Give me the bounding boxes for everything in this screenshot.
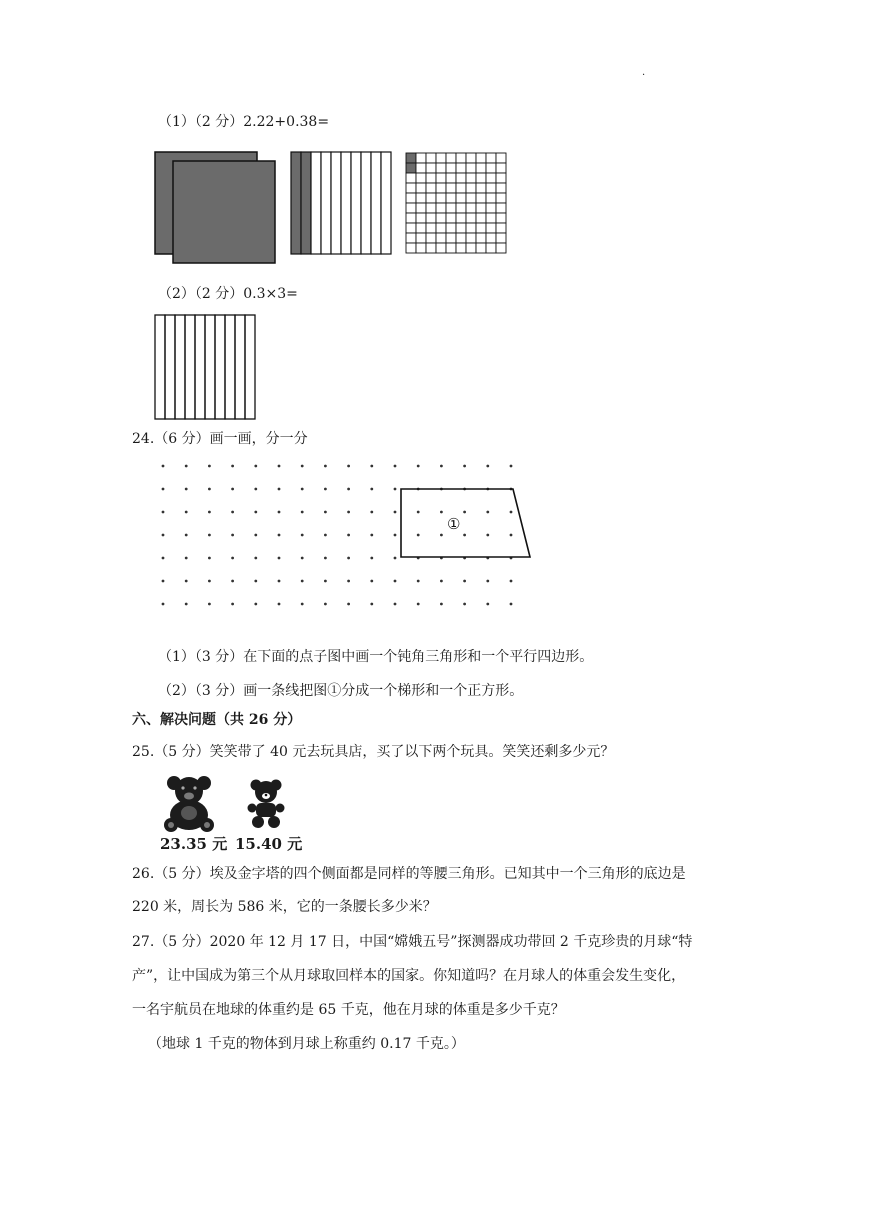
hundredth-cell <box>416 153 426 163</box>
hundredth-cell <box>426 163 436 173</box>
grid-dot <box>486 580 489 583</box>
dot-grid <box>150 456 570 641</box>
grid-dot <box>162 557 165 560</box>
hundredth-cell <box>416 233 426 243</box>
grid-dot <box>463 511 466 514</box>
grid-dot <box>278 511 281 514</box>
hundredth-cell <box>436 193 446 203</box>
hundredth-cell <box>446 173 456 183</box>
grid-dot <box>208 603 211 606</box>
hundredth-cell <box>416 163 426 173</box>
grid-dot <box>417 534 420 537</box>
hundredth-cell <box>466 203 476 213</box>
tenth-strip <box>215 315 225 419</box>
hundredth-cell <box>456 193 466 203</box>
hundredth-cell <box>406 203 416 213</box>
hundredth-cell <box>436 233 446 243</box>
hundredth-cell <box>496 193 506 203</box>
grid-dot <box>301 511 304 514</box>
grid-dot <box>394 465 397 468</box>
hundredth-cell <box>406 213 416 223</box>
hundredth-cell <box>476 213 486 223</box>
hundredth-cell <box>456 233 466 243</box>
grid-dot <box>370 534 373 537</box>
hundredth-cell <box>476 243 486 253</box>
hundredth-cell <box>436 223 446 233</box>
tenth-strip <box>341 152 351 254</box>
hundredth-cell <box>496 213 506 223</box>
hundredth-cell <box>406 153 416 163</box>
toy-price-2: 15.40 元 <box>235 835 303 853</box>
hundredth-cell <box>456 213 466 223</box>
hundredth-cell <box>486 153 496 163</box>
hundredth-cell <box>426 233 436 243</box>
hundredth-cell <box>426 243 436 253</box>
hundredth-cell <box>416 173 426 183</box>
grid-dot <box>463 580 466 583</box>
q23-part1: （1）（2 分）2.22+0.38= <box>158 114 330 130</box>
grid-dot <box>417 580 420 583</box>
hundredth-cell <box>446 183 456 193</box>
tenth-strip <box>301 152 311 254</box>
figure-1-trapezoid <box>401 489 530 557</box>
hundredth-cell <box>496 153 506 163</box>
grid-dot <box>347 580 350 583</box>
grid-dot <box>486 534 489 537</box>
grid-dot <box>394 557 397 560</box>
grid-dot <box>162 603 165 606</box>
grid-dot <box>370 465 373 468</box>
hundredth-cell <box>496 203 506 213</box>
grid-dot <box>347 557 350 560</box>
hundredth-cell <box>456 203 466 213</box>
tenth-strip <box>381 152 391 254</box>
grid-dot <box>301 580 304 583</box>
grid-dot <box>510 603 513 606</box>
q25-text: 25.（5 分）笑笑带了 40 元去玩具店，买了以下两个玩具。笑笑还剩多少元？ <box>132 744 615 760</box>
grid-dot <box>231 557 234 560</box>
hundredth-cell <box>436 173 446 183</box>
hundredth-cell <box>466 173 476 183</box>
grid-dot <box>231 534 234 537</box>
grid-dot <box>463 534 466 537</box>
hundredth-cell <box>436 213 446 223</box>
grid-dot <box>440 534 443 537</box>
hundredth-cell <box>476 153 486 163</box>
hundredth-cell <box>426 193 436 203</box>
grid-dot <box>486 511 489 514</box>
grid-dot <box>301 488 304 491</box>
tenth-strip <box>291 152 301 254</box>
hundredth-cell <box>466 193 476 203</box>
tenth-strip <box>311 152 321 254</box>
grid-dot <box>486 603 489 606</box>
hundredth-cell <box>486 213 496 223</box>
hundredth-cell <box>436 183 446 193</box>
hundredth-cell <box>406 223 416 233</box>
hundredth-cell <box>456 163 466 173</box>
grid-dot <box>301 465 304 468</box>
hundredth-cell <box>466 213 476 223</box>
grid-dot <box>463 603 466 606</box>
hundredth-cell <box>456 173 466 183</box>
hundredth-cell <box>416 213 426 223</box>
grid-dot <box>463 465 466 468</box>
q23-part2: （2）（2 分）0.3×3= <box>158 286 298 302</box>
toy-price-1: 23.35 元 <box>160 835 228 853</box>
grid-dot <box>417 603 420 606</box>
grid-dot <box>208 511 211 514</box>
grid-dot <box>301 557 304 560</box>
grid-dot <box>347 534 350 537</box>
hundredth-cell <box>426 213 436 223</box>
hundredth-cell <box>416 223 426 233</box>
hundredth-cell <box>466 153 476 163</box>
hundredth-cell <box>406 173 416 183</box>
grid-dot <box>394 534 397 537</box>
grid-dot <box>370 580 373 583</box>
q27-note: （地球 1 千克的物体到月球上称重约 0.17 千克。） <box>148 1036 465 1052</box>
hundredth-cell <box>466 183 476 193</box>
decimal-model-2-22 <box>150 148 520 268</box>
grid-dot <box>417 465 420 468</box>
grid-dot <box>347 511 350 514</box>
grid-dot <box>185 580 188 583</box>
grid-dot <box>370 488 373 491</box>
grid-dot <box>510 511 513 514</box>
tenth-strip <box>351 152 361 254</box>
q26-line2: 220 米，周长为 586 米，它的一条腰长多少米？ <box>132 899 437 915</box>
grid-dot <box>254 511 257 514</box>
hundredth-cell <box>486 203 496 213</box>
grid-dot <box>185 534 188 537</box>
q26-line1: 26.（5 分）埃及金字塔的四个侧面都是同样的等腰三角形。已知其中一个三角形的底边是 <box>132 866 686 882</box>
decimal-model-0-3x3 <box>150 311 260 423</box>
q27-line1: 27.（5 分）2020 年 12 月 17 日，中国“嫦娥五号”探测器成功带回 2 千克珍贵的月球“特 <box>132 934 693 950</box>
grid-dot <box>324 580 327 583</box>
q24-part2: （2）（3 分）画一条线把图①分成一个梯形和一个正方形。 <box>158 683 524 699</box>
hundredth-cell <box>456 183 466 193</box>
grid-dot <box>440 603 443 606</box>
grid-dot <box>440 580 443 583</box>
hundredth-cell <box>476 233 486 243</box>
q27-line3: 一名宇航员在地球的体重约是 65 千克，他在月球的体重是多少千克？ <box>132 1002 565 1018</box>
hundredth-cell <box>436 153 446 163</box>
tenth-strip <box>321 152 331 254</box>
hundredth-cell <box>416 193 426 203</box>
grid-dot <box>324 557 327 560</box>
grid-dot <box>185 488 188 491</box>
hundredth-cell <box>496 223 506 233</box>
hundredth-cell <box>406 233 416 243</box>
q27-line2: 产”，让中国成为第三个从月球取回样本的国家。你知道吗？在月球人的体重会发生变化， <box>132 968 686 984</box>
grid-dot <box>440 511 443 514</box>
hundredth-cell <box>406 243 416 253</box>
grid-dot <box>185 557 188 560</box>
grid-dot <box>231 580 234 583</box>
grid-dot <box>301 534 304 537</box>
hundredth-cell <box>456 243 466 253</box>
hundredth-cell <box>446 233 456 243</box>
hundredth-cell <box>456 223 466 233</box>
hundredth-cell <box>496 183 506 193</box>
hundredth-cell <box>496 233 506 243</box>
grid-dot <box>278 488 281 491</box>
q24-title: 24.（6 分）画一画，分一分 <box>132 431 308 447</box>
grid-dot <box>185 511 188 514</box>
grid-dot <box>417 511 420 514</box>
tenth-strip <box>225 315 235 419</box>
tenth-strip <box>175 315 185 419</box>
grid-dot <box>162 511 165 514</box>
grid-dot <box>231 488 234 491</box>
hundredth-cell <box>466 223 476 233</box>
hundredth-cell <box>486 163 496 173</box>
hundredth-cell <box>416 183 426 193</box>
grid-dot <box>254 488 257 491</box>
tenth-strip <box>205 315 215 419</box>
hundredth-cell <box>486 223 496 233</box>
grid-dot <box>254 580 257 583</box>
grid-dot <box>394 603 397 606</box>
grid-dot <box>324 534 327 537</box>
grid-dot <box>278 603 281 606</box>
grid-dot <box>324 488 327 491</box>
hundredth-cell <box>476 193 486 203</box>
grid-dot <box>208 557 211 560</box>
hundredth-cell <box>476 203 486 213</box>
hundredth-cell <box>436 203 446 213</box>
hundredth-cell <box>436 163 446 173</box>
tenth-strip <box>331 152 341 254</box>
grid-dot <box>278 580 281 583</box>
grid-dot <box>278 534 281 537</box>
grid-dot <box>162 534 165 537</box>
grid-dot <box>394 511 397 514</box>
grid-dot <box>370 511 373 514</box>
hundredth-cell <box>486 243 496 253</box>
hundredth-cell <box>446 203 456 213</box>
grid-dot <box>510 580 513 583</box>
grid-dot <box>301 603 304 606</box>
hundredth-cell <box>426 203 436 213</box>
figure-1-label: ① <box>447 515 461 533</box>
grid-dot <box>278 557 281 560</box>
grid-dot <box>231 603 234 606</box>
grid-dot <box>347 488 350 491</box>
section-6-heading: 六、解决问题（共 26 分） <box>132 712 302 728</box>
grid-dot <box>162 580 165 583</box>
grid-dot <box>208 580 211 583</box>
tenth-strip <box>185 315 195 419</box>
hundredth-cell <box>476 163 486 173</box>
grid-dot <box>370 557 373 560</box>
tenth-strip <box>371 152 381 254</box>
grid-dot <box>208 488 211 491</box>
tenth-strip <box>165 315 175 419</box>
grid-dot <box>185 465 188 468</box>
hundredth-cell <box>486 173 496 183</box>
grid-dot <box>254 465 257 468</box>
hundredth-cell <box>476 223 486 233</box>
hundredth-cell <box>446 213 456 223</box>
hundredth-cell <box>476 183 486 193</box>
hundredth-cell <box>446 153 456 163</box>
hundredth-cell <box>446 163 456 173</box>
grid-dot <box>162 488 165 491</box>
tenth-strip <box>235 315 245 419</box>
hundredth-cell <box>406 193 416 203</box>
hundredth-cell <box>406 163 416 173</box>
hundredth-cell <box>496 163 506 173</box>
header-dot: . <box>642 67 646 78</box>
grid-dot <box>324 465 327 468</box>
hundredth-cell <box>426 173 436 183</box>
hundredth-cell <box>416 243 426 253</box>
grid-dot <box>347 603 350 606</box>
grid-dot <box>254 534 257 537</box>
tenth-strip <box>245 315 255 419</box>
hundredth-cell <box>496 173 506 183</box>
hundredth-cell <box>496 243 506 253</box>
teddy-bear-small-icon <box>247 778 285 830</box>
grid-dot <box>440 465 443 468</box>
hundredth-cell <box>466 233 476 243</box>
grid-dot <box>324 511 327 514</box>
hundredth-cell <box>426 183 436 193</box>
tenth-strip <box>195 315 205 419</box>
hundredth-cell <box>486 233 496 243</box>
grid-dot <box>231 511 234 514</box>
hundredth-cell <box>466 243 476 253</box>
grid-dot <box>486 465 489 468</box>
grid-dot <box>394 580 397 583</box>
hundredth-cell <box>436 243 446 253</box>
grid-dot <box>394 488 397 491</box>
hundredth-cell <box>486 193 496 203</box>
hundredth-cell <box>426 223 436 233</box>
grid-dot <box>510 465 513 468</box>
hundredth-cell <box>456 153 466 163</box>
tenth-strip <box>155 315 165 419</box>
hundredth-cell <box>446 223 456 233</box>
grid-dot <box>510 534 513 537</box>
hundredth-cell <box>446 243 456 253</box>
grid-dot <box>162 465 165 468</box>
hundredth-cell <box>416 203 426 213</box>
hundredth-cell <box>476 173 486 183</box>
grid-dot <box>254 557 257 560</box>
grid-dot <box>254 603 257 606</box>
tenth-strip <box>361 152 371 254</box>
grid-dot <box>231 465 234 468</box>
grid-dot <box>347 465 350 468</box>
hundredth-cell <box>486 183 496 193</box>
grid-dot <box>208 465 211 468</box>
hundredth-cell <box>406 183 416 193</box>
grid-dot <box>370 603 373 606</box>
grid-dot <box>185 603 188 606</box>
hundredth-cell <box>426 153 436 163</box>
grid-dot <box>324 603 327 606</box>
grid-dot <box>278 465 281 468</box>
hundredth-cell <box>466 163 476 173</box>
q24-part1: （1）（3 分）在下面的点子图中画一个钝角三角形和一个平行四边形。 <box>158 649 594 665</box>
grid-dot <box>208 534 211 537</box>
teddy-bear-large-icon <box>163 775 215 833</box>
hundredth-cell <box>446 193 456 203</box>
